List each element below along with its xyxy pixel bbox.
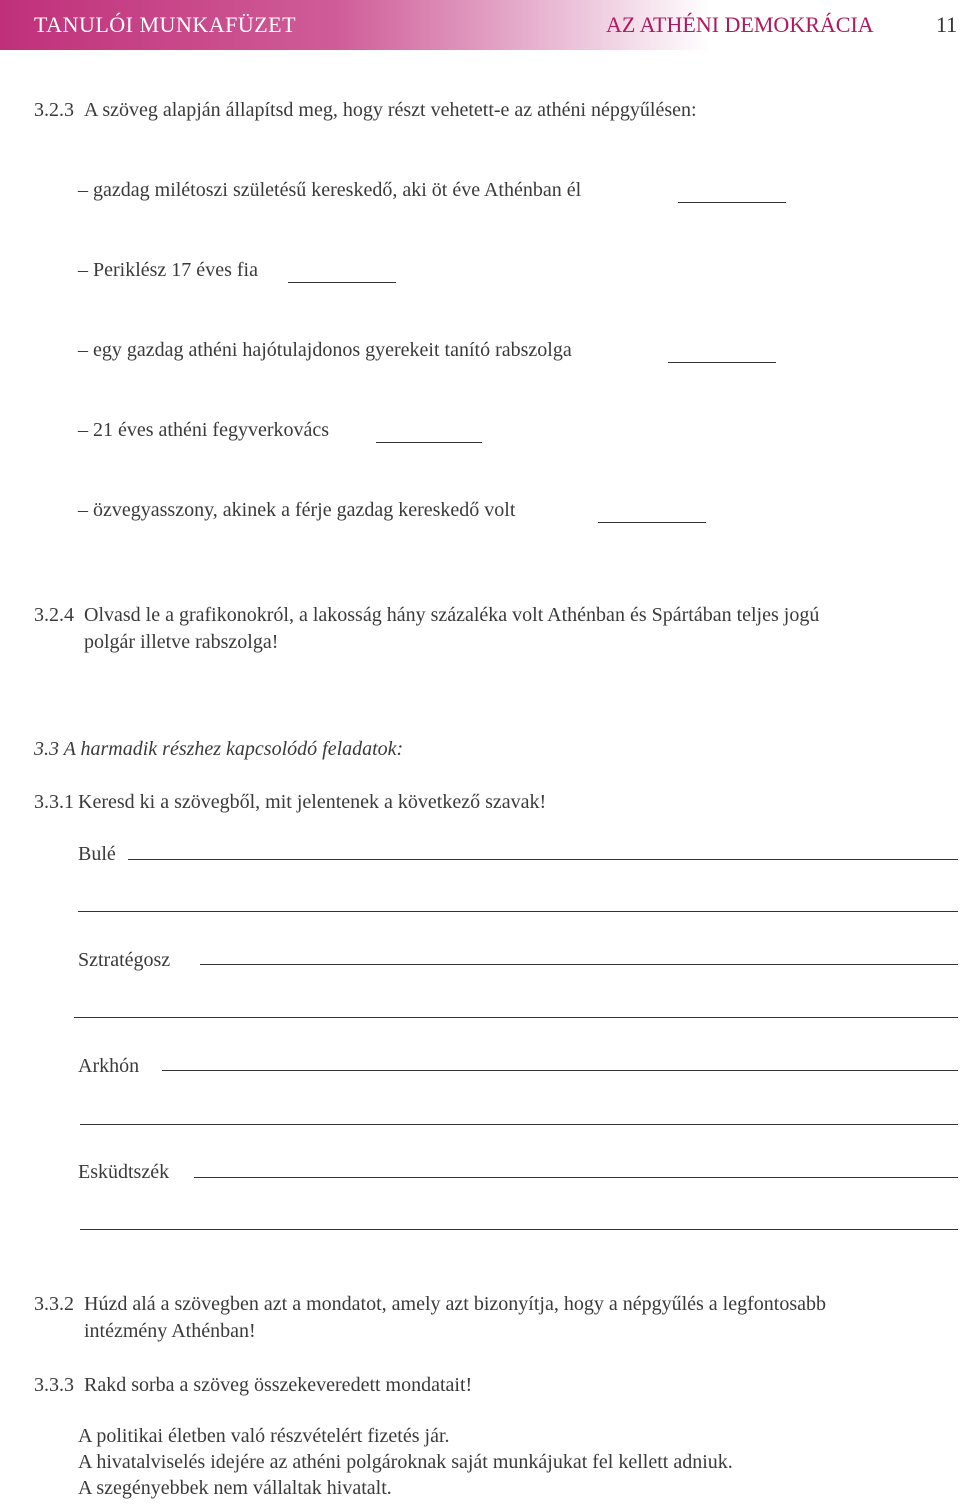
answer-blank[interactable] xyxy=(678,202,786,203)
task-3-2-3-item: – Periklész 17 éves fia xyxy=(78,259,258,281)
answer-blank[interactable] xyxy=(376,442,482,443)
definition-line[interactable] xyxy=(128,859,958,860)
shuffled-sentence: A hivatalviselés idejére az athéni polgároknak saját munkájukat fel kellett adniuk. xyxy=(78,1451,733,1473)
header-chapter-title: AZ ATHÉNI DEMOKRÁCIA xyxy=(606,12,874,37)
task-3-2-3-item: – gazdag milétoszi születésű kereskedő, aki öt éve Athénban él xyxy=(78,179,582,201)
term-arkhon: Arkhón xyxy=(78,1055,140,1077)
section-3-3-heading: 3.3 A harmadik részhez kapcsolódó feladatok: xyxy=(34,738,404,760)
answer-blank[interactable] xyxy=(288,282,396,283)
task-3-3-2-number: 3.3.2 xyxy=(34,1293,74,1315)
task-3-2-3-item: – egy gazdag athéni hajótulajdonos gyerekeit tanító rabszolga xyxy=(78,339,572,361)
term-bule: Bulé xyxy=(78,843,116,865)
header-workbook-title: TANULÓI MUNKAFÜZET xyxy=(34,12,297,37)
definition-line[interactable] xyxy=(78,911,958,912)
task-3-2-3-item: – 21 éves athéni fegyverkovács xyxy=(78,419,330,441)
task-3-3-1-number: 3.3.1 xyxy=(34,791,74,813)
page-header xyxy=(0,0,960,50)
task-3-3-2-line2: intézmény Athénban! xyxy=(84,1320,256,1342)
definition-line[interactable] xyxy=(162,1070,958,1071)
task-3-3-1-prompt: Keresd ki a szövegből, mit jelentenek a következő szavak! xyxy=(78,791,547,813)
task-3-2-3-number: 3.2.3 xyxy=(34,99,74,121)
task-3-2-3-item: – özvegyasszony, akinek a férje gazdag kereskedő volt xyxy=(78,499,516,521)
answer-blank[interactable] xyxy=(598,522,706,523)
page-number: 11 xyxy=(936,12,958,37)
task-3-2-3-prompt: A szöveg alapján állapítsd meg, hogy részt vehetett-e az athéni népgyűlésen: xyxy=(84,99,697,121)
task-3-2-4-line2: polgár illetve rabszolga! xyxy=(84,631,279,653)
definition-line[interactable] xyxy=(200,964,958,965)
answer-blank[interactable] xyxy=(668,362,776,363)
definition-line[interactable] xyxy=(194,1177,958,1178)
task-3-3-3-number: 3.3.3 xyxy=(34,1374,74,1396)
term-sztrategosz: Sztratégosz xyxy=(78,949,171,971)
definition-line[interactable] xyxy=(74,1017,958,1018)
term-eskudtszek: Esküdtszék xyxy=(78,1161,170,1183)
task-3-3-3-prompt: Rakd sorba a szöveg összekeveredett mondatait! xyxy=(84,1374,473,1396)
task-3-2-4-line1: Olvasd le a grafikonokról, a lakosság hány százaléka volt Athénban és Spártában teljes jogú xyxy=(84,604,820,626)
task-3-2-4-number: 3.2.4 xyxy=(34,604,74,626)
shuffled-sentence: A szegényebbek nem vállaltak hivatalt. xyxy=(78,1477,392,1499)
definition-line[interactable] xyxy=(80,1229,958,1230)
definition-line[interactable] xyxy=(80,1124,958,1125)
task-3-3-2-line1: Húzd alá a szövegben azt a mondatot, amely azt bizonyítja, hogy a népgyűlés a legfontosabb xyxy=(84,1293,826,1315)
shuffled-sentence: A politikai életben való részvételért fizetés jár. xyxy=(78,1425,450,1447)
